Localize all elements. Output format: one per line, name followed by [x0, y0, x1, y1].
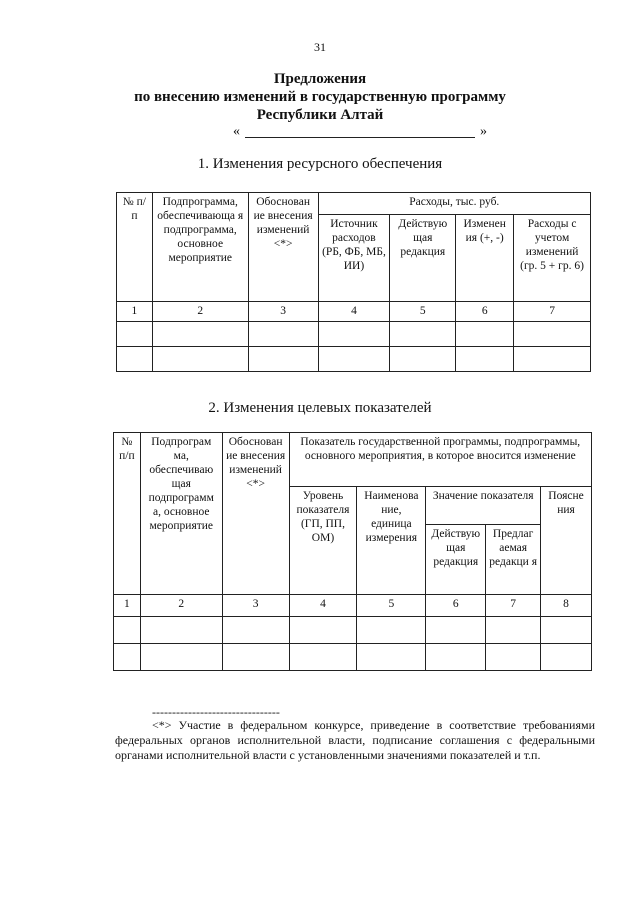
- header-changes: Изменен ия (+, -): [456, 215, 514, 302]
- empty-cell: [248, 347, 318, 372]
- empty-cell: [152, 347, 248, 372]
- col-number: 1: [114, 595, 141, 617]
- header-subprogram: Подпрограм ма, обеспечиваю щая подпрограмм а, основное мероприятие: [140, 433, 222, 595]
- col-number: 5: [390, 302, 456, 322]
- header-notes: Поясне ния: [541, 487, 592, 595]
- empty-cell: [514, 347, 591, 372]
- doc-title-line-1: Предложения: [273, 71, 367, 87]
- col-number: 6: [456, 302, 514, 322]
- target-indicators-table: [113, 432, 592, 671]
- empty-cell: [222, 644, 289, 671]
- header-expenses-group: Расходы, тыс. руб.: [318, 193, 590, 215]
- col-number: 1: [117, 302, 153, 322]
- empty-cell: [456, 322, 514, 347]
- header-proposed-edition: Предлаг аемая редакци я: [486, 525, 541, 595]
- col-number: 4: [318, 302, 390, 322]
- open-quote: «: [233, 124, 240, 139]
- empty-cell: [318, 347, 390, 372]
- empty-cell: [114, 617, 141, 644]
- col-number: 2: [152, 302, 248, 322]
- header-current-edition: Действую щая редакция: [426, 525, 486, 595]
- doc-title-line-3: Республики Алтай: [256, 107, 384, 123]
- header-number: № п/п: [117, 193, 153, 302]
- col-number: 2: [140, 595, 222, 617]
- empty-cell: [486, 617, 541, 644]
- empty-cell: [248, 322, 318, 347]
- empty-cell: [514, 322, 591, 347]
- empty-cell: [390, 322, 456, 347]
- header-indicator-group: Показатель государственной программы, подпрограммы, основного мероприятия, в которое вносится изменение: [289, 433, 591, 487]
- empty-cell: [541, 617, 592, 644]
- empty-cell: [318, 322, 390, 347]
- empty-cell: [357, 617, 426, 644]
- empty-cell: [289, 617, 357, 644]
- section-2-heading: 2. Изменения целевых показателей: [208, 400, 432, 416]
- table-row: [114, 644, 592, 671]
- empty-cell: [486, 644, 541, 671]
- header-current-edition: Действую щая редакция: [390, 215, 456, 302]
- footnote-separator: --------------------------------: [152, 705, 280, 719]
- header-justification: Обоснован ие внесения изменений <*>: [248, 193, 318, 302]
- doc-title-line-2: по внесению изменений в государственную программу: [134, 89, 506, 105]
- header-level: Уровень показателя (ГП, ПП, ОМ): [289, 487, 357, 595]
- header-value-group: Значение показателя: [426, 487, 541, 525]
- empty-cell: [140, 617, 222, 644]
- footnote: [115, 718, 595, 763]
- table-row: [114, 617, 592, 644]
- close-quote: »: [480, 124, 487, 139]
- empty-cell: [117, 347, 153, 372]
- col-number: 3: [222, 595, 289, 617]
- col-number: 6: [426, 595, 486, 617]
- header-number: № п/п: [114, 433, 141, 595]
- empty-cell: [426, 617, 486, 644]
- empty-cell: [541, 644, 592, 671]
- empty-cell: [357, 644, 426, 671]
- empty-cell: [426, 644, 486, 671]
- header-source: Источник расходов (РБ, ФБ, МБ, ИИ): [318, 215, 390, 302]
- col-number: 5: [357, 595, 426, 617]
- empty-cell: [117, 322, 153, 347]
- col-number: 4: [289, 595, 357, 617]
- table-row: [117, 322, 591, 347]
- empty-cell: [289, 644, 357, 671]
- resource-changes-table: [116, 192, 591, 372]
- header-total: Расходы с учетом изменений (гр. 5 + гр. 6): [514, 215, 591, 302]
- col-number: 3: [248, 302, 318, 322]
- col-number: 8: [541, 595, 592, 617]
- header-name-unit: Наименова ние, единица измерения: [357, 487, 426, 595]
- header-justification: Обоснован ие внесения изменений <*>: [222, 433, 289, 595]
- header-subprogram: Подпрограмма, обеспечивающа я подпрограмма, основное мероприятие: [152, 193, 248, 302]
- footnote-text: <*> Участие в федеральном конкурсе, приведение в соответствие требованиями федеральных органов исполнительной власти, подписание соглашения с федеральными органами исполнительной власти с установленными значениями показателей и т.п.: [115, 718, 595, 762]
- col-number: 7: [514, 302, 591, 322]
- program-name-blank: [233, 124, 487, 140]
- table-row: [117, 347, 591, 372]
- empty-cell: [114, 644, 141, 671]
- section-1-heading: 1. Изменения ресурсного обеспечения: [197, 156, 443, 172]
- empty-cell: [152, 322, 248, 347]
- empty-cell: [390, 347, 456, 372]
- empty-cell: [456, 347, 514, 372]
- empty-cell: [222, 617, 289, 644]
- empty-cell: [140, 644, 222, 671]
- col-number: 7: [486, 595, 541, 617]
- blank-underline: [245, 137, 475, 138]
- page-number: 31: [314, 40, 326, 54]
